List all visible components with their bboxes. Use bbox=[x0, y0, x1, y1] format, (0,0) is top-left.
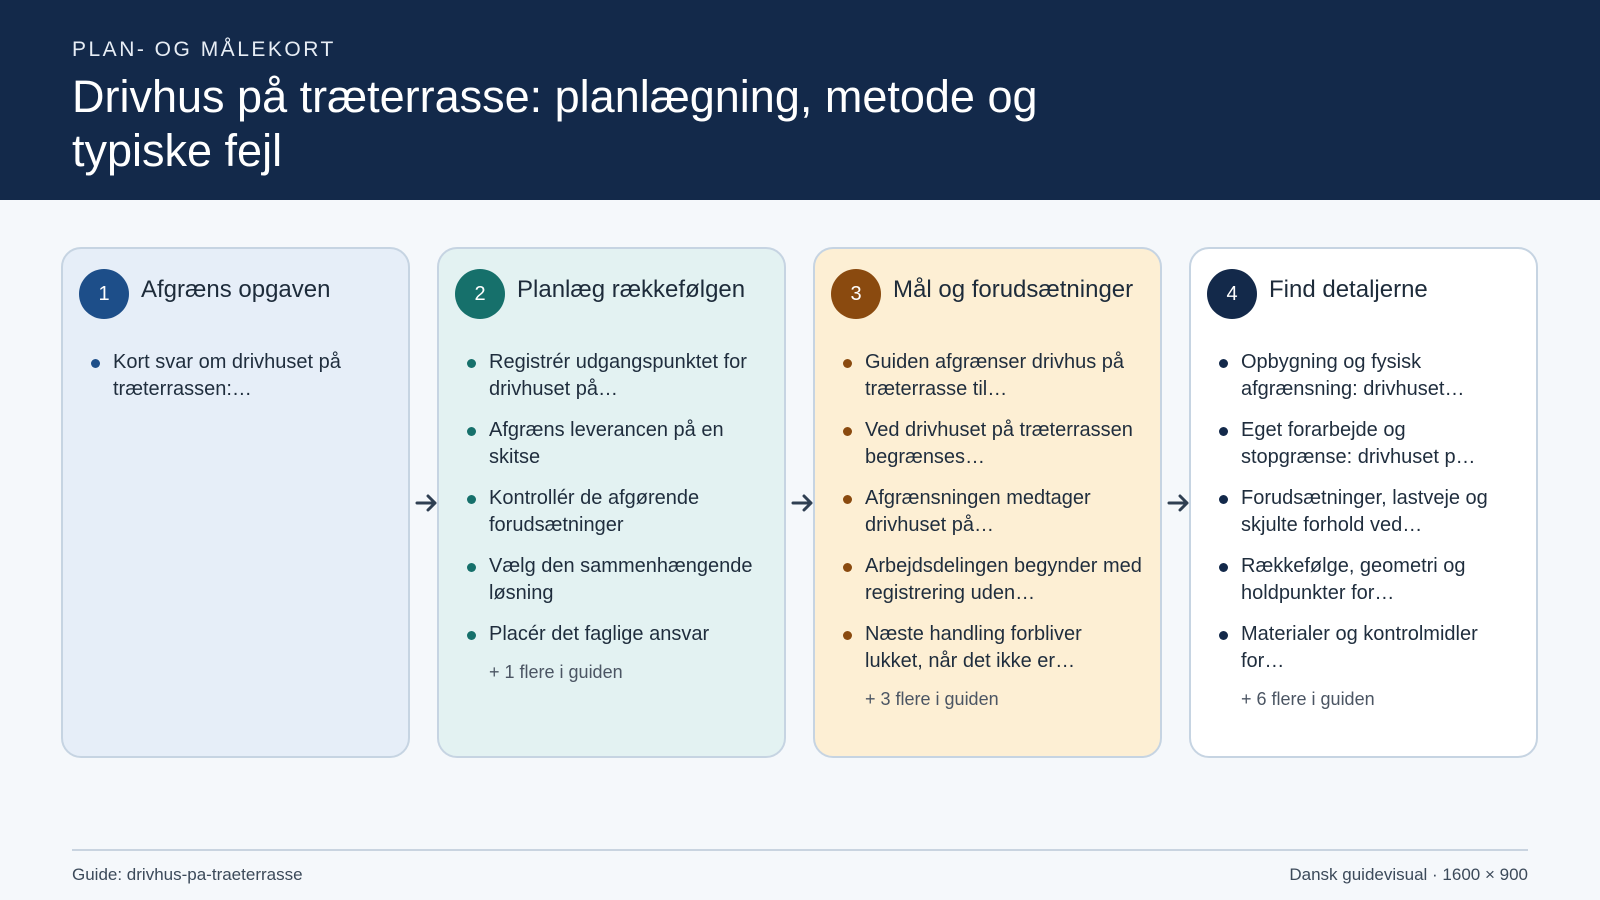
list-item bbox=[1217, 621, 1520, 675]
bullet-dot-icon bbox=[843, 359, 852, 368]
list-item bbox=[465, 621, 768, 648]
list-item bbox=[841, 417, 1144, 471]
bullet-dot-icon bbox=[467, 495, 476, 504]
arrow-right-icon bbox=[790, 490, 816, 516]
eyebrow-label: PLAN- OG MÅLEKORT bbox=[72, 38, 336, 61]
step-card-title: Planlæg rækkefølgen bbox=[517, 276, 746, 303]
more-in-guide-note: + 3 flere i guiden bbox=[865, 689, 999, 709]
bullet-dot-icon bbox=[1219, 631, 1228, 640]
list-item bbox=[465, 553, 768, 607]
list-item bbox=[1217, 553, 1520, 607]
step-number-badge: 2 bbox=[455, 269, 505, 319]
list-item-text: Næste handling forbliver lukket, når det ikke er… bbox=[865, 623, 1082, 672]
step-number-badge: 1 bbox=[79, 269, 129, 319]
list-item bbox=[1217, 417, 1520, 471]
bullet-dot-icon bbox=[1219, 359, 1228, 368]
step-number-badge: 4 bbox=[1207, 269, 1257, 319]
list-item bbox=[1217, 485, 1520, 539]
list-item-text: Vælg den sammenhængende løsning bbox=[489, 555, 753, 604]
list-item-text: Registrér udgangspunktet for drivhuset på… bbox=[489, 351, 747, 400]
step-card-title: Afgræns opgaven bbox=[141, 276, 331, 303]
list-item-text: Arbejdsdelingen begynder med registrering uden… bbox=[865, 555, 1142, 604]
bullet-dot-icon bbox=[91, 359, 100, 368]
list-item bbox=[89, 349, 392, 403]
bullet-dot-icon bbox=[1219, 427, 1228, 436]
step-card-title: Find detaljerne bbox=[1269, 276, 1428, 303]
list-item-text: Kontrollér de afgørende forudsætninger bbox=[489, 487, 700, 536]
list-item-text: Ved drivhuset på træterrassen begrænses… bbox=[865, 419, 1133, 468]
list-item-text: Forudsætninger, lastveje og skjulte forhold ved… bbox=[1241, 487, 1488, 536]
list-item-text: Eget forarbejde og stopgrænse: drivhuset p… bbox=[1241, 419, 1476, 468]
step-card-4 bbox=[1189, 247, 1538, 758]
step-item-list bbox=[1217, 349, 1520, 710]
bullet-dot-icon bbox=[843, 427, 852, 436]
step-number-badge: 3 bbox=[831, 269, 881, 319]
list-item bbox=[841, 553, 1144, 607]
bullet-dot-icon bbox=[843, 495, 852, 504]
list-item-text: Guiden afgrænser drivhus på træterrasse til… bbox=[865, 351, 1125, 400]
list-item-text: Afgrænsningen medtager drivhuset på… bbox=[865, 487, 1091, 536]
more-in-guide-note: + 6 flere i guiden bbox=[1241, 689, 1375, 709]
step-item-list bbox=[841, 349, 1144, 710]
step-item-list bbox=[465, 349, 768, 683]
step-card-3 bbox=[813, 247, 1162, 758]
list-item bbox=[841, 349, 1144, 403]
footer-meta-label: Dansk guidevisual · 1600 × 900 bbox=[1289, 865, 1528, 884]
list-item-text: Materialer og kontrolmidler for… bbox=[1241, 623, 1478, 672]
bullet-dot-icon bbox=[467, 359, 476, 368]
page-title: Drivhus på træterrasse: planlægning, metode og typiske fejl bbox=[72, 71, 1038, 176]
list-item-text: Afgræns leverancen på en skitse bbox=[489, 419, 724, 468]
list-item-text: Opbygning og fysisk afgrænsning: drivhuset… bbox=[1241, 351, 1465, 400]
step-card-1 bbox=[61, 247, 410, 758]
list-item bbox=[1217, 349, 1520, 403]
bullet-dot-icon bbox=[1219, 495, 1228, 504]
bullet-dot-icon bbox=[1219, 563, 1228, 572]
bullet-dot-icon bbox=[843, 631, 852, 640]
header-banner bbox=[0, 0, 1600, 200]
footer-guide-label: Guide: drivhus-pa-traeterrasse bbox=[72, 865, 303, 884]
bullet-dot-icon bbox=[467, 631, 476, 640]
list-item-text: Placér det faglige ansvar bbox=[489, 623, 710, 645]
step-item-list bbox=[89, 349, 392, 417]
list-item bbox=[841, 621, 1144, 675]
step-card-2 bbox=[437, 247, 786, 758]
list-item bbox=[465, 349, 768, 403]
arrow-right-icon bbox=[414, 490, 440, 516]
bullet-dot-icon bbox=[843, 563, 852, 572]
list-item bbox=[465, 417, 768, 471]
list-item bbox=[841, 485, 1144, 539]
step-card-title: Mål og forudsætninger bbox=[893, 276, 1134, 303]
list-item bbox=[465, 485, 768, 539]
arrow-right-icon bbox=[1166, 490, 1192, 516]
bullet-dot-icon bbox=[467, 563, 476, 572]
more-in-guide-note: + 1 flere i guiden bbox=[489, 662, 623, 682]
list-item-text: Rækkefølge, geometri og holdpunkter for… bbox=[1241, 555, 1466, 604]
footer-divider bbox=[72, 849, 1528, 851]
bullet-dot-icon bbox=[467, 427, 476, 436]
list-item-text: Kort svar om drivhuset på træterrassen:… bbox=[113, 351, 341, 400]
